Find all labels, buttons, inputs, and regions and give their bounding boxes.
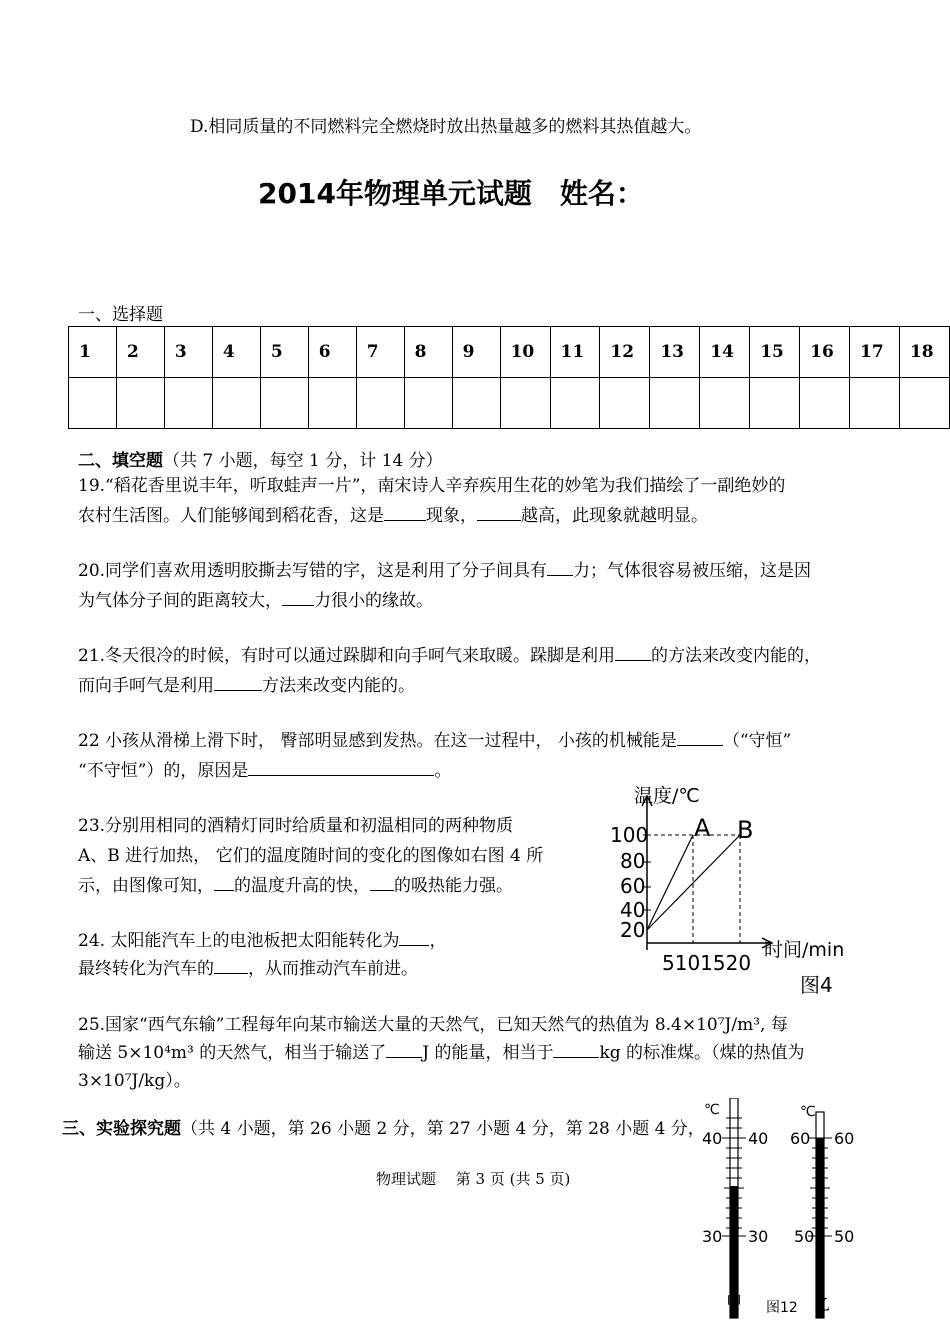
answer-number: 6 bbox=[308, 327, 356, 378]
thermometer-b-name: 乙 bbox=[814, 1295, 831, 1314]
answer-number: 15 bbox=[750, 327, 800, 378]
q24-line-2 bbox=[78, 954, 418, 984]
thermometer-b-top-label-right: 60 bbox=[834, 1129, 855, 1148]
q22-text: 22 小孩从滑梯上滑下时， 臀部明显感到发热。在这一过程中， 小孩的机械能是 bbox=[78, 731, 677, 751]
q20-text: 为气体分子间的距离较大， bbox=[78, 591, 282, 611]
section-3-heading-bold: 三、实验探究题 bbox=[62, 1119, 181, 1139]
q22-text: “不守恒”）的，原因是 bbox=[78, 761, 249, 781]
answer-table-header-row bbox=[69, 327, 950, 378]
answer-number: 18 bbox=[899, 327, 949, 378]
q19-blank-2[interactable] bbox=[477, 502, 521, 521]
graph-x-tick-labels: 5101520 bbox=[662, 951, 752, 975]
q21-line-1 bbox=[78, 641, 821, 671]
thermometer-a-top-label: 40 bbox=[702, 1129, 723, 1148]
answer-number: 4 bbox=[212, 327, 260, 378]
graph-y-tick-label: 100 bbox=[610, 823, 649, 847]
answer-table bbox=[68, 326, 950, 429]
q19-line-1: 19.“稻花香里说丰年，听取蛙声一片”，南宋诗人辛弃疾用生花的妙笔为我们描绘了一副绝妙的 bbox=[78, 476, 786, 496]
graph-caption: 图4 bbox=[800, 973, 833, 997]
answer-cell[interactable] bbox=[750, 378, 800, 429]
answer-cell[interactable] bbox=[800, 378, 850, 429]
q21-blank-1[interactable] bbox=[615, 642, 651, 661]
graph-y-tick-label: 80 bbox=[620, 849, 646, 873]
q24-line-1 bbox=[78, 926, 446, 956]
thermometer-figure bbox=[690, 1098, 870, 1328]
section-1-heading: 一、选择题 bbox=[78, 305, 163, 325]
series-a-line bbox=[647, 835, 693, 930]
q22-blank-2[interactable] bbox=[248, 757, 434, 776]
q19-text: 现象， bbox=[426, 506, 477, 526]
answer-number: 16 bbox=[800, 327, 850, 378]
thermometer-a-bottom-label-right: 30 bbox=[748, 1227, 769, 1246]
section-3-heading-rest: （共 4 小题，第 26 小题 2 分，第 27 小题 4 分，第 28 小题 4 分， bbox=[181, 1119, 705, 1139]
q23-line-3 bbox=[78, 871, 513, 901]
q24-text: 24. 太阳能汽车上的电池板把太阳能转化为 bbox=[78, 931, 400, 951]
answer-cell[interactable] bbox=[308, 378, 356, 429]
q22-blank-1[interactable] bbox=[677, 727, 723, 746]
graph-y-tick-label: 20 bbox=[620, 918, 646, 942]
answer-cell[interactable] bbox=[550, 378, 600, 429]
q23-line-1: 23.分别用相同的酒精灯同时给质量和初温相同的两种物质 bbox=[78, 816, 514, 836]
q21-text: 而向手呵气是利用 bbox=[78, 676, 214, 696]
answer-number: 12 bbox=[600, 327, 650, 378]
q25-text: J 的能量，相当于 bbox=[422, 1043, 554, 1063]
q25-line-1: 25.国家“西气东输”工程每年向某市输送大量的天然气，已知天然气的热值为 8.4×10⁷J/m³, 每 bbox=[78, 1015, 788, 1035]
graph-y-tick-label: 60 bbox=[620, 874, 646, 898]
q25-text: kg 的标准煤。（煤的热值为 bbox=[599, 1043, 805, 1063]
q21-text: 方法来改变内能的。 bbox=[262, 676, 415, 696]
q21-line-2 bbox=[78, 671, 415, 701]
q22-text: 。 bbox=[434, 761, 452, 781]
q22-text: （“守恒” bbox=[722, 731, 792, 751]
series-a-label: A bbox=[694, 814, 711, 842]
q21-text: 21.冬天很冷的时候，有时可以通过跺脚和向手呵气来取暖。跺脚是利用 bbox=[78, 646, 616, 666]
series-b-label: B bbox=[737, 816, 754, 844]
thermometer-a-name: 甲 bbox=[726, 1293, 743, 1312]
temperature-time-graph bbox=[610, 780, 872, 1000]
q24-blank-2[interactable] bbox=[214, 955, 248, 974]
q20-text: 力很小的缘故。 bbox=[314, 591, 433, 611]
q25-blank-2[interactable] bbox=[553, 1039, 599, 1058]
answer-number: 2 bbox=[116, 327, 164, 378]
answer-cell[interactable] bbox=[650, 378, 700, 429]
q20-text: 20.同学们喜欢用透明胶撕去写错的字，这是利用了分子间具有 bbox=[78, 561, 548, 581]
q23-text: 示，由图像可知， bbox=[78, 876, 214, 896]
answer-number: 8 bbox=[404, 327, 452, 378]
q24-text: ， bbox=[429, 931, 447, 951]
answer-number: 7 bbox=[356, 327, 404, 378]
q24-text: 最终转化为汽车的 bbox=[78, 959, 214, 979]
q20-line-2 bbox=[78, 586, 433, 616]
q23-blank-1[interactable] bbox=[214, 872, 234, 891]
answer-cell[interactable] bbox=[212, 378, 260, 429]
answer-number: 14 bbox=[700, 327, 750, 378]
q23-line-2: A、B 进行加热， 它们的温度随时间的变化的图像如右图 4 所 bbox=[78, 846, 544, 866]
answer-cell[interactable] bbox=[700, 378, 750, 429]
thermometer-a-bottom-label: 30 bbox=[702, 1227, 723, 1246]
q25-line-2 bbox=[78, 1038, 805, 1068]
thermometer-caption: 图12 bbox=[766, 1300, 798, 1316]
q22-line-2 bbox=[78, 756, 451, 786]
q23-blank-2[interactable] bbox=[370, 872, 394, 891]
q20-text: 力；气体很容易被压缩，这是因 bbox=[573, 561, 812, 581]
answer-cell[interactable] bbox=[356, 378, 404, 429]
graph-x-label: 时间/min bbox=[764, 939, 845, 961]
q19-blank-1[interactable] bbox=[384, 502, 426, 521]
section-3-heading bbox=[62, 1114, 705, 1144]
q20-blank-1[interactable] bbox=[547, 557, 573, 576]
option-d-line: D.相同质量的不同燃料完全燃烧时放出热量越多的燃料其热值越大。 bbox=[190, 117, 702, 137]
thermometer-b-bottom-label-right: 50 bbox=[834, 1227, 855, 1246]
q22-line-1 bbox=[78, 726, 791, 756]
q19-text: 越高，此现象就越明显。 bbox=[521, 506, 708, 526]
page-title: 2014年物理单元试题 姓名： bbox=[258, 177, 644, 210]
q24-blank-1[interactable] bbox=[399, 927, 429, 946]
answer-number: 11 bbox=[550, 327, 600, 378]
thermometer-b-top-label: 60 bbox=[790, 1129, 811, 1148]
page-footer: 物理试题 第 3 页 (共 5 页) bbox=[376, 1170, 571, 1188]
answer-cell[interactable] bbox=[404, 378, 452, 429]
q24-text: ，从而推动汽车前进。 bbox=[248, 959, 418, 979]
thermometer-a-unit: ℃ bbox=[704, 1102, 720, 1118]
section-2-heading-bold: 二、填空题 bbox=[78, 451, 163, 471]
answer-cell[interactable] bbox=[116, 378, 164, 429]
answer-cell[interactable] bbox=[452, 378, 500, 429]
answer-number: 3 bbox=[164, 327, 212, 378]
q25-line-3: 3×10⁷J/kg）。 bbox=[78, 1071, 191, 1091]
answer-number: 1 bbox=[69, 327, 117, 378]
answer-cell[interactable] bbox=[850, 378, 900, 429]
q19-line-2 bbox=[78, 501, 708, 531]
thermometer-b-unit: ℃ bbox=[800, 1104, 816, 1120]
answer-cell[interactable] bbox=[500, 378, 550, 429]
answer-number: 17 bbox=[850, 327, 900, 378]
q19-text: 农村生活图。人们能够闻到稻花香，这是 bbox=[78, 506, 384, 526]
answer-cell[interactable] bbox=[600, 378, 650, 429]
q25-text: 输送 5×10⁴m³ 的天然气，相当于输送了 bbox=[78, 1043, 387, 1063]
answer-cell[interactable] bbox=[899, 378, 949, 429]
answer-cell[interactable] bbox=[69, 378, 117, 429]
q23-text: 的温度升高的快， bbox=[234, 876, 370, 896]
graph-y-label: 温度/℃ bbox=[634, 785, 700, 807]
answer-table-blank-row bbox=[69, 378, 950, 429]
q21-text: 的方法来改变内能的， bbox=[651, 646, 822, 666]
answer-number: 9 bbox=[452, 327, 500, 378]
answer-number: 10 bbox=[500, 327, 550, 378]
q23-text: 的吸热能力强。 bbox=[394, 876, 513, 896]
answer-number: 5 bbox=[260, 327, 308, 378]
section-2-heading-rest: （共 7 小题，每空 1 分，计 14 分） bbox=[163, 451, 443, 471]
thermometer-b-bottom-label: 50 bbox=[794, 1227, 815, 1246]
q25-blank-1[interactable] bbox=[386, 1039, 422, 1058]
answer-number: 13 bbox=[650, 327, 700, 378]
graph-y-tick-label: 40 bbox=[620, 898, 646, 922]
answer-cell[interactable] bbox=[260, 378, 308, 429]
q20-line-1 bbox=[78, 556, 811, 586]
q20-blank-2[interactable] bbox=[282, 587, 314, 606]
q21-blank-2[interactable] bbox=[214, 672, 262, 691]
thermometer-a-top-label-right: 40 bbox=[748, 1129, 769, 1148]
answer-cell[interactable] bbox=[164, 378, 212, 429]
